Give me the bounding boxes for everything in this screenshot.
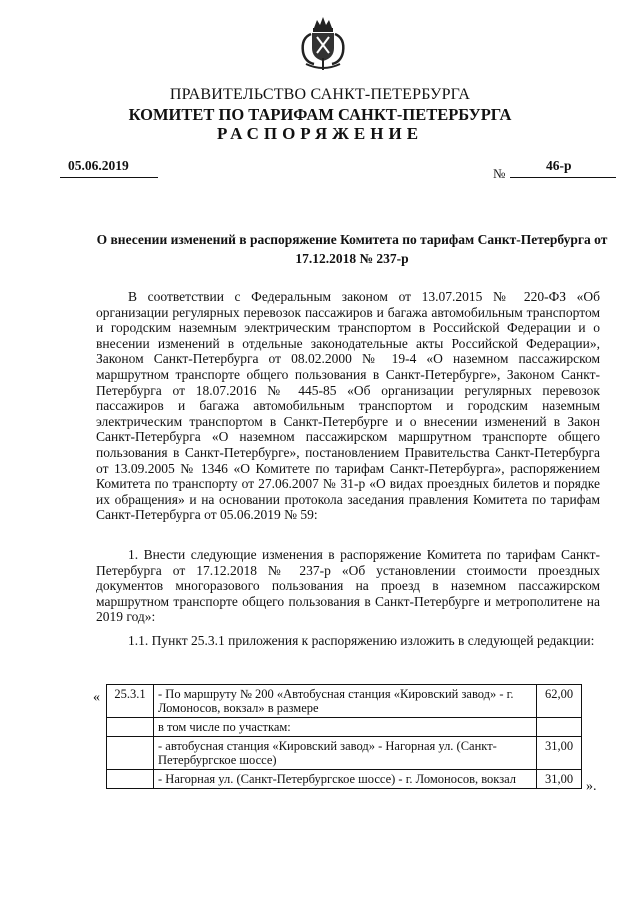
document-type-heading: РАСПОРЯЖЕНИЕ (216, 124, 424, 143)
clause-1-paragraph: 1. Внести следующие изменения в распоряжение Комитета по тарифам Санкт-Петербурга от 17.12.2018 № 237-р «Об установлении стоимости проездных документов многоразового пользования на проезд в наземном пассажирском маршрутном транспорте общего пользования в Санкт-Петербурге и метрополитене на 2019 год»: (96, 547, 600, 625)
clause-1-1-paragraph: 1.1. Пункт 25.3.1 приложения к распоряжению изложить в следующей редакции: (128, 633, 595, 648)
item-price: 31,00 (537, 737, 582, 770)
item-description: - Нагорная ул. (Санкт-Петербургское шоссе) - г. Ломоносов, вокзал (154, 770, 537, 789)
table-row (107, 718, 582, 737)
item-description: в том числе по участкам: (154, 718, 537, 737)
table-row (107, 737, 582, 770)
item-code (107, 770, 154, 789)
document-date: 05.06.2019 (68, 158, 129, 173)
item-price: 31,00 (537, 770, 582, 789)
document-title: О внесении изменений в распоряжение Комитета по тарифам Санкт-Петербурга от 17.12.2018 № 237-р (96, 232, 608, 266)
item-price: 62,00 (537, 685, 582, 718)
closing-quote: ». (586, 779, 597, 794)
document-number: 46-р (546, 158, 572, 173)
tariff-table (106, 684, 582, 789)
coat-of-arms-emblem (298, 14, 348, 72)
item-description: - По маршруту № 200 «Автобусная станция «Кировский завод» - г. Ломоносов, вокзал» в размере (154, 685, 537, 718)
opening-quote: « (93, 690, 100, 705)
item-code (107, 737, 154, 770)
number-sign: № (493, 166, 506, 181)
table-row (107, 685, 582, 718)
preamble-paragraph: В соответствии с Федеральным законом от 13.07.2015 № 220-ФЗ «Об организации регулярных перевозок пассажиров и багажа автомобильным транспортом и городским наземным электрическим транспортом в Российской Федерации и о внесении изменений в отдельные законодательные акты Российской Федерации», Законом Санкт-Петербурга от 08.02.2000 № 19-4 «О наземном пассажирском маршрутном транспорте общего пользования в Санкт-Петербурге», Законом Санкт-Петербурга от 18.07.2016 № 445-85 «Об организации регулярных перевозок пассажиров и багажа автомобильным транспортом и городским наземным электрическим транспортом в Санкт-Петербурге и о внесении изменений в Закон Санкт-Петербурга «О наземном пассажирском маршрутном транспорте общего пользования в Санкт-Петербурге», постановлением Правительства Санкт-Петербурга от 13.09.2005 № 1346 «О Комитете по тарифам Санкт-Петербурга», распоряжением Комитета по транспорту от 27.06.2007 № 31-р «О видах проездных билетов и порядке их обращения» и на основании протокола заседания правления Комитета по тарифам Санкт-Петербурга от 05.06.2019 № 59: (96, 289, 600, 523)
item-description: - автобусная станция «Кировский завод» - Нагорная ул. (Санкт-Петербургское шоссе) (154, 737, 537, 770)
government-heading: ПРАВИТЕЛЬСТВО САНКТ-ПЕТЕРБУРГА (169, 86, 471, 103)
number-underline (510, 177, 616, 178)
committee-heading: КОМИТЕТ ПО ТАРИФАМ САНКТ-ПЕТЕРБУРГА (128, 105, 512, 124)
date-underline (60, 177, 158, 178)
item-code: 25.3.1 (107, 685, 154, 718)
item-code (107, 718, 154, 737)
table-row (107, 770, 582, 789)
item-price (537, 718, 582, 737)
